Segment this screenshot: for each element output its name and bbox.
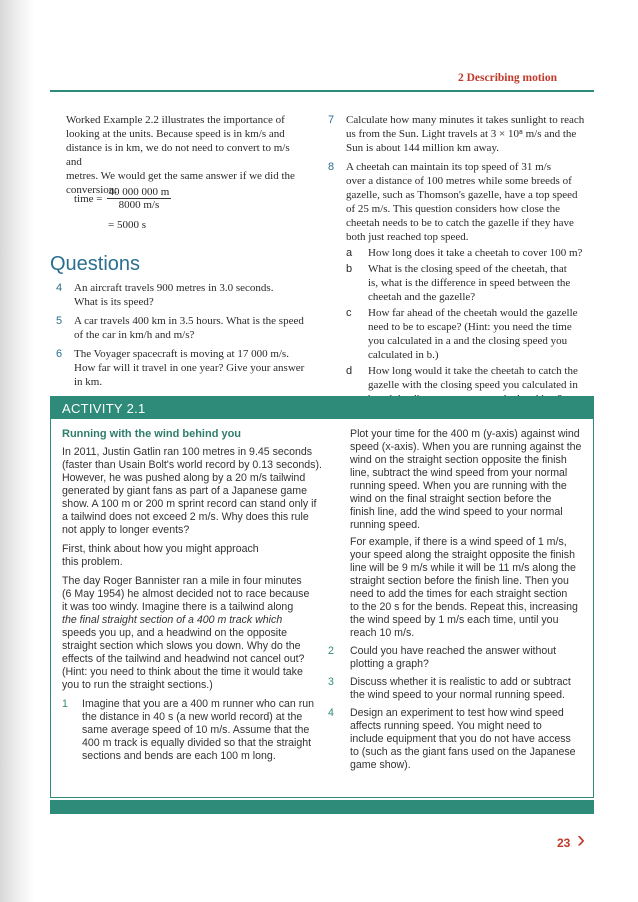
text-line: same average speed of 10 m/s. Assume that the <box>82 724 310 736</box>
text-line: cheetah and the gazelle? <box>368 291 476 303</box>
text-line: not apply to longer events? <box>62 524 190 536</box>
question-number: 8 <box>328 161 335 173</box>
text-line: A car travels 400 km in 3.5 hours. What is the speed <box>74 315 304 327</box>
text-line: metres. We would get the same answer if we did the <box>66 170 295 182</box>
text-line: Calculate how many minutes it takes sunlight to reach <box>346 114 585 126</box>
text-line: it was too windy. Imagine there is a tailwind along <box>62 601 294 613</box>
text-line: show. A 100 m or 200 m sprint record can stand only if <box>62 498 317 510</box>
text-line: (6 May 1954) he almost decided not to race because <box>62 588 310 600</box>
text-line: the wind speed by 1 m/s each time, until you <box>350 614 559 626</box>
text-line: However, he was pushed along by a 20 m/s tailwind <box>62 472 306 484</box>
text-line: Imagine that you are a 400 m runner who can run <box>82 698 315 710</box>
header-rule <box>50 90 594 92</box>
text-line: distance is in km, we do not need to convert to m/s and <box>66 142 290 168</box>
activity-step-1 <box>62 698 326 763</box>
part-label: c <box>346 307 352 319</box>
step-number: 1 <box>62 698 68 710</box>
text-line: generated by giant fans as part of a Japanese game <box>62 485 308 497</box>
text-line: to (such as the giant fans used on the Japanese <box>350 746 576 758</box>
text-line: line, subtract the wind speed from your normal <box>350 467 568 479</box>
text-line: the final straight section of a 400 m track which <box>62 614 283 626</box>
text-line: reach 10 m/s. <box>350 627 415 639</box>
step-number: 2 <box>328 645 334 657</box>
text-line: The day Roger Bannister ran a mile in four minutes <box>62 575 302 587</box>
text-line: Sun is about 144 million km away. <box>346 142 499 154</box>
question-number: 6 <box>56 348 63 360</box>
text-line: affects running speed. You might need to <box>350 720 542 732</box>
text-line: 400 m track is equally divided so that the straight <box>82 737 312 749</box>
text-line: How long does it take a cheetah to cover 100 m? <box>368 247 583 259</box>
text-line: Could you have reached the answer without <box>350 645 557 657</box>
step-number: 3 <box>328 676 334 688</box>
question-8 <box>328 160 594 244</box>
text-line: a tailwind does not exceed 2 m/s. Why does this rule <box>62 511 309 523</box>
page-binding-shadow <box>0 0 34 902</box>
text-line: What is the closing speed of the cheetah, that <box>368 263 567 275</box>
text-line: Plot your time for the 400 m (y-axis) against wind <box>350 428 580 440</box>
question-6 <box>56 347 306 389</box>
text-line: wind on the straight section opposite the finish <box>350 454 567 466</box>
text-line: game show). <box>350 759 411 771</box>
part-label: b <box>346 263 353 275</box>
text-line: us from the Sun. Light travels at 3 × 10⁸ m/s and the <box>346 128 577 140</box>
text-line: straight section which slows you down. Why do the <box>62 640 301 652</box>
text-line: line will be 9 m/s while it will be 11 m/s along the <box>350 562 576 574</box>
text-line: need to be to escape? (Hint: you need the time <box>368 321 572 333</box>
text-line: An aircraft travels 900 metres in 3.0 seconds. <box>74 282 274 294</box>
questions-title: Questions <box>50 253 141 275</box>
text-line: effects of the tailwind and headwind not cancel out? <box>62 653 305 665</box>
text-line: straight section before the finish line. Then you <box>350 575 569 587</box>
text-line: both just reached top speed. <box>346 231 469 243</box>
text-line: over a distance of 100 metres while some breeds of <box>346 175 572 187</box>
text-line: of 25 m/s. This question considers how close the <box>346 203 560 215</box>
text-line: speed (x-axis). When you are running against the <box>350 441 582 453</box>
equation-numerator: 40 000 000 m <box>108 186 170 198</box>
text-line: Worked Example 2.2 illustrates the importance of <box>66 114 285 126</box>
worked-example-text <box>66 113 306 197</box>
text-line: to the 20 s for the bends. Repeat this, increasing <box>350 601 578 613</box>
text-line: is, what is the difference in speed between the <box>368 277 571 289</box>
text-line: the distance in 40 s (a new world record) at the <box>82 711 303 723</box>
text-line: looking at the units. Because speed is in km/s and <box>66 128 285 140</box>
question-8-parts <box>346 246 594 406</box>
text-line: this problem. <box>62 556 123 568</box>
text-line: The Voyager spacecraft is moving at 17 000 m/s. <box>74 348 289 360</box>
question-number: 4 <box>56 282 63 294</box>
text-line: in km. <box>74 376 103 388</box>
activity-step-3 <box>328 676 590 702</box>
equation-result: = 5000 s <box>108 219 146 231</box>
text-line: gazelle, such as Thomson's gazelle, have a top speed <box>346 189 578 201</box>
text-line: cheetah needs to be to catch the gazelle if they have <box>346 217 574 229</box>
question-4 <box>56 281 306 309</box>
questions-list <box>56 281 306 389</box>
next-page-arrow-icon[interactable]: › <box>577 826 585 853</box>
part-label: d <box>346 365 353 377</box>
part-label: a <box>346 247 353 259</box>
text-line: How far ahead of the cheetah would the gazelle <box>368 307 578 319</box>
step-number: 4 <box>328 707 334 719</box>
text-line: Discuss whether it is realistic to add or subtract <box>350 676 571 688</box>
text-line: running speed. When you are running with the <box>350 480 567 492</box>
text-line: running speed. <box>350 519 421 531</box>
text-line: How long would it take the cheetah to catch the <box>368 365 578 377</box>
activity-right-column <box>328 428 590 772</box>
text-line: First, think about how you might approach <box>62 543 259 555</box>
page-number: 23 <box>557 836 571 850</box>
activity-paragraph <box>62 543 326 569</box>
activity-paragraph <box>350 536 590 640</box>
text-line: your speed along the straight opposite the finish <box>350 549 575 561</box>
text-line: In 2011, Justin Gatlin ran 100 metres in 9.45 seconds <box>62 446 313 458</box>
text-line: How far will it travel in one year? Give your answer <box>74 362 305 374</box>
part-c <box>346 306 594 362</box>
part-a <box>346 246 594 260</box>
question-7 <box>328 113 594 155</box>
text-line: of the car in km/h and m/s? <box>74 329 195 341</box>
text-line: sections and bends are each 100 m long. <box>82 750 276 762</box>
text-line: include equipment that you do not have access <box>350 733 571 745</box>
chapter-heading: 2 Describing motion <box>458 72 558 84</box>
text-line: the wind speed to your normal running speed. <box>350 689 565 701</box>
question-5 <box>56 314 306 342</box>
text-line: finish line, add the wind speed to your normal <box>350 506 563 518</box>
activity-paragraph <box>350 428 590 532</box>
equation-lhs: time = <box>74 192 103 205</box>
text-line: A cheetah can maintain its top speed of 31 m/s <box>346 161 551 173</box>
text-line: (Hint: you need to think about the time it would take <box>62 666 303 678</box>
text-line: conversion: <box>66 184 118 196</box>
text-line: wind on the final straight section before the <box>350 493 552 505</box>
text-line: What is its speed? <box>74 296 154 308</box>
right-questions <box>328 113 594 406</box>
text-line: (faster than Usain Bolt's world record by 0.13 seconds). <box>62 459 322 471</box>
text-line: speeds you up, and a headwind on the opposite <box>62 627 287 639</box>
activity-footer-bar <box>50 800 594 814</box>
text-line: need to add the times for each straight section <box>350 588 568 600</box>
activity-paragraph <box>62 575 326 692</box>
text-line: gazelle with the closing speed you calculated in <box>368 379 578 391</box>
text-line: Design an experiment to test how wind speed <box>350 707 564 719</box>
equation-denominator: 8000 m/s <box>118 199 160 211</box>
text-line: you to run the straight sections.) <box>62 679 213 691</box>
activity-paragraph <box>62 446 326 537</box>
equation <box>74 186 171 211</box>
activity-left-column <box>62 446 326 763</box>
activity-title: ACTIVITY 2.1 <box>62 401 146 416</box>
activity-step-4 <box>328 707 590 772</box>
part-b <box>346 262 594 304</box>
text-line: For example, if there is a wind speed of 1 m/s, <box>350 536 567 548</box>
question-number: 7 <box>328 114 335 126</box>
text-line: plotting a graph? <box>350 658 429 670</box>
question-number: 5 <box>56 315 63 327</box>
text-line: you calculated in a and the closing speed you <box>368 335 568 347</box>
activity-step-2 <box>328 645 590 671</box>
activity-subtitle: Running with the wind behind you <box>62 428 242 440</box>
text-line: calculated in b.) <box>368 349 439 361</box>
